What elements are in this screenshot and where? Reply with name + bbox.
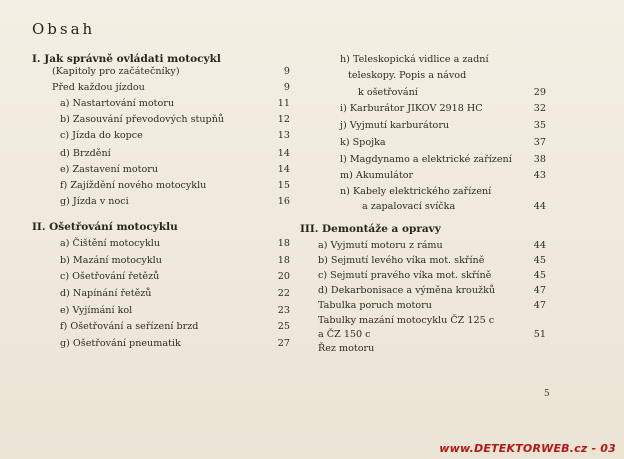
toc-page-number: 35 xyxy=(533,120,546,131)
toc-entry-h-line2: teleskopy. Popis a návod xyxy=(348,70,467,81)
toc-entry: e) Zastavení motoru xyxy=(60,164,159,175)
page-heading: Obsah xyxy=(32,20,96,38)
toc-page-number: 51 xyxy=(533,329,546,340)
toc-entry: f) Ošetřování a seřízení brzd xyxy=(60,321,199,332)
toc-row xyxy=(318,283,548,299)
toc-entry: k) Spojka xyxy=(340,137,386,148)
section-title-3: III. Demontáže a opravy xyxy=(300,223,441,235)
page-number: 5 xyxy=(544,389,550,399)
section-title-1: I. Jak správně ovládati motocykl xyxy=(32,53,221,65)
toc-row xyxy=(318,253,548,269)
toc-entry: c) Sejmutí pravého víka mot. skříně xyxy=(318,270,492,281)
toc-entry: a) Čištění motocyklu xyxy=(60,238,161,249)
toc-entry-tables-line1: Tabulky mazání motocyklu ČZ 125 c xyxy=(318,315,495,326)
toc-entry: d) Napínání řetězů xyxy=(60,288,152,299)
toc-entry-last: Řez motoru xyxy=(318,343,375,354)
toc-entry: a) Nastartování motoru xyxy=(60,98,175,109)
toc-row xyxy=(340,118,550,134)
toc-entry: (Kapitoly pro začátečníky) xyxy=(52,66,180,77)
toc-row xyxy=(318,298,548,314)
toc-page-number: 20 xyxy=(277,271,290,282)
toc-entry: j) Vyjmutí karburátoru xyxy=(340,120,450,131)
toc-row xyxy=(340,168,550,184)
toc-entry: m) Akumulátor xyxy=(340,170,414,181)
toc-entry: Tabulka poruch motoru xyxy=(318,300,432,311)
toc-entry: a) Vyjmutí motoru z rámu xyxy=(318,240,443,251)
toc-entry: l) Magdynamo a elektrické zařízení xyxy=(340,154,512,165)
toc-page-number: 32 xyxy=(533,103,546,114)
toc-page-number: 14 xyxy=(277,164,290,175)
toc-entry: c) Jízda do kopce xyxy=(60,130,143,141)
toc-entry-h-line3: k ošetřování xyxy=(358,87,418,98)
toc-row xyxy=(60,253,292,269)
toc-page-number: 45 xyxy=(533,255,546,266)
toc-page-number: 47 xyxy=(533,300,546,311)
toc-page-number: 18 xyxy=(277,238,290,249)
toc-entry: c) Ošetřování řetězů xyxy=(60,271,160,282)
toc-row xyxy=(318,238,548,254)
toc-entry-n-line2: a zapalovací svíčka xyxy=(362,201,456,212)
toc-row xyxy=(60,336,292,352)
toc-page-number: 44 xyxy=(533,240,546,251)
toc-entry-h-line1: h) Teleskopická vidlice a zadní xyxy=(340,54,489,65)
toc-entry-tables-line2: a ČZ 150 c xyxy=(318,329,371,340)
toc-entry: d) Dekarbonisace a výměna kroužků xyxy=(318,285,496,296)
toc-row xyxy=(60,96,292,112)
toc-entry: g) Jízda v noci xyxy=(60,196,129,207)
watermark: www.DETEKTORWEB.cz - 03 xyxy=(439,442,616,455)
toc-row xyxy=(340,101,550,117)
toc-row xyxy=(60,303,292,319)
toc-entry: d) Brzdění xyxy=(60,148,111,159)
toc-page-number: 11 xyxy=(277,98,290,109)
toc-page-number: 13 xyxy=(277,130,290,141)
toc-page-number: 45 xyxy=(533,270,546,281)
toc-row xyxy=(340,135,550,151)
toc-entry: b) Zasouvání převodových stupňů xyxy=(60,114,225,125)
toc-page-number: 18 xyxy=(277,255,290,266)
toc-entry: Před každou jízdou xyxy=(52,82,145,93)
toc-page-number: 47 xyxy=(533,285,546,296)
toc-entry: e) Vyjímání kol xyxy=(60,305,133,316)
toc-row xyxy=(60,286,292,302)
toc-page-number: 27 xyxy=(277,338,290,349)
toc-entry: b) Sejmutí levého víka mot. skříně xyxy=(318,255,485,266)
toc-row xyxy=(60,194,292,210)
toc-page-number: 37 xyxy=(533,137,546,148)
toc-page-number: 16 xyxy=(277,196,290,207)
toc-row xyxy=(60,162,292,178)
toc-row xyxy=(52,80,292,96)
toc-page-number: 14 xyxy=(277,148,290,159)
toc-row xyxy=(60,319,292,335)
toc-row xyxy=(60,146,292,162)
toc-row xyxy=(52,64,292,80)
toc-row xyxy=(60,128,292,144)
toc-page-number: 12 xyxy=(277,114,290,125)
toc-entry: b) Mazání motocyklu xyxy=(60,255,162,266)
toc-page-number: 25 xyxy=(277,321,290,332)
toc-entry: i) Karburátor JIKOV 2918 HC xyxy=(340,103,483,114)
toc-entry-n-line1: n) Kabely elektrického zařízení xyxy=(340,186,492,197)
toc-page-number: 23 xyxy=(277,305,290,316)
toc-page-number: 38 xyxy=(533,154,546,165)
toc-page-number: 43 xyxy=(533,170,546,181)
section-title-2: II. Ošetřování motocyklu xyxy=(32,221,178,233)
toc-entry: g) Ošetřování pneumatik xyxy=(60,338,181,349)
toc-page-number: 22 xyxy=(277,288,290,299)
toc-entry: f) Zajíždění nového motocyklu xyxy=(60,180,207,191)
toc-page-number: 9 xyxy=(283,66,290,77)
toc-row xyxy=(60,112,292,128)
toc-page-number: 29 xyxy=(533,87,546,98)
toc-row xyxy=(60,269,292,285)
toc-page-number: 44 xyxy=(533,201,546,212)
toc-row xyxy=(60,236,292,252)
toc-page-number: 9 xyxy=(283,82,290,93)
toc-row xyxy=(340,152,550,168)
toc-row xyxy=(318,268,548,284)
toc-page-number: 15 xyxy=(277,180,290,191)
toc-row xyxy=(60,178,292,194)
